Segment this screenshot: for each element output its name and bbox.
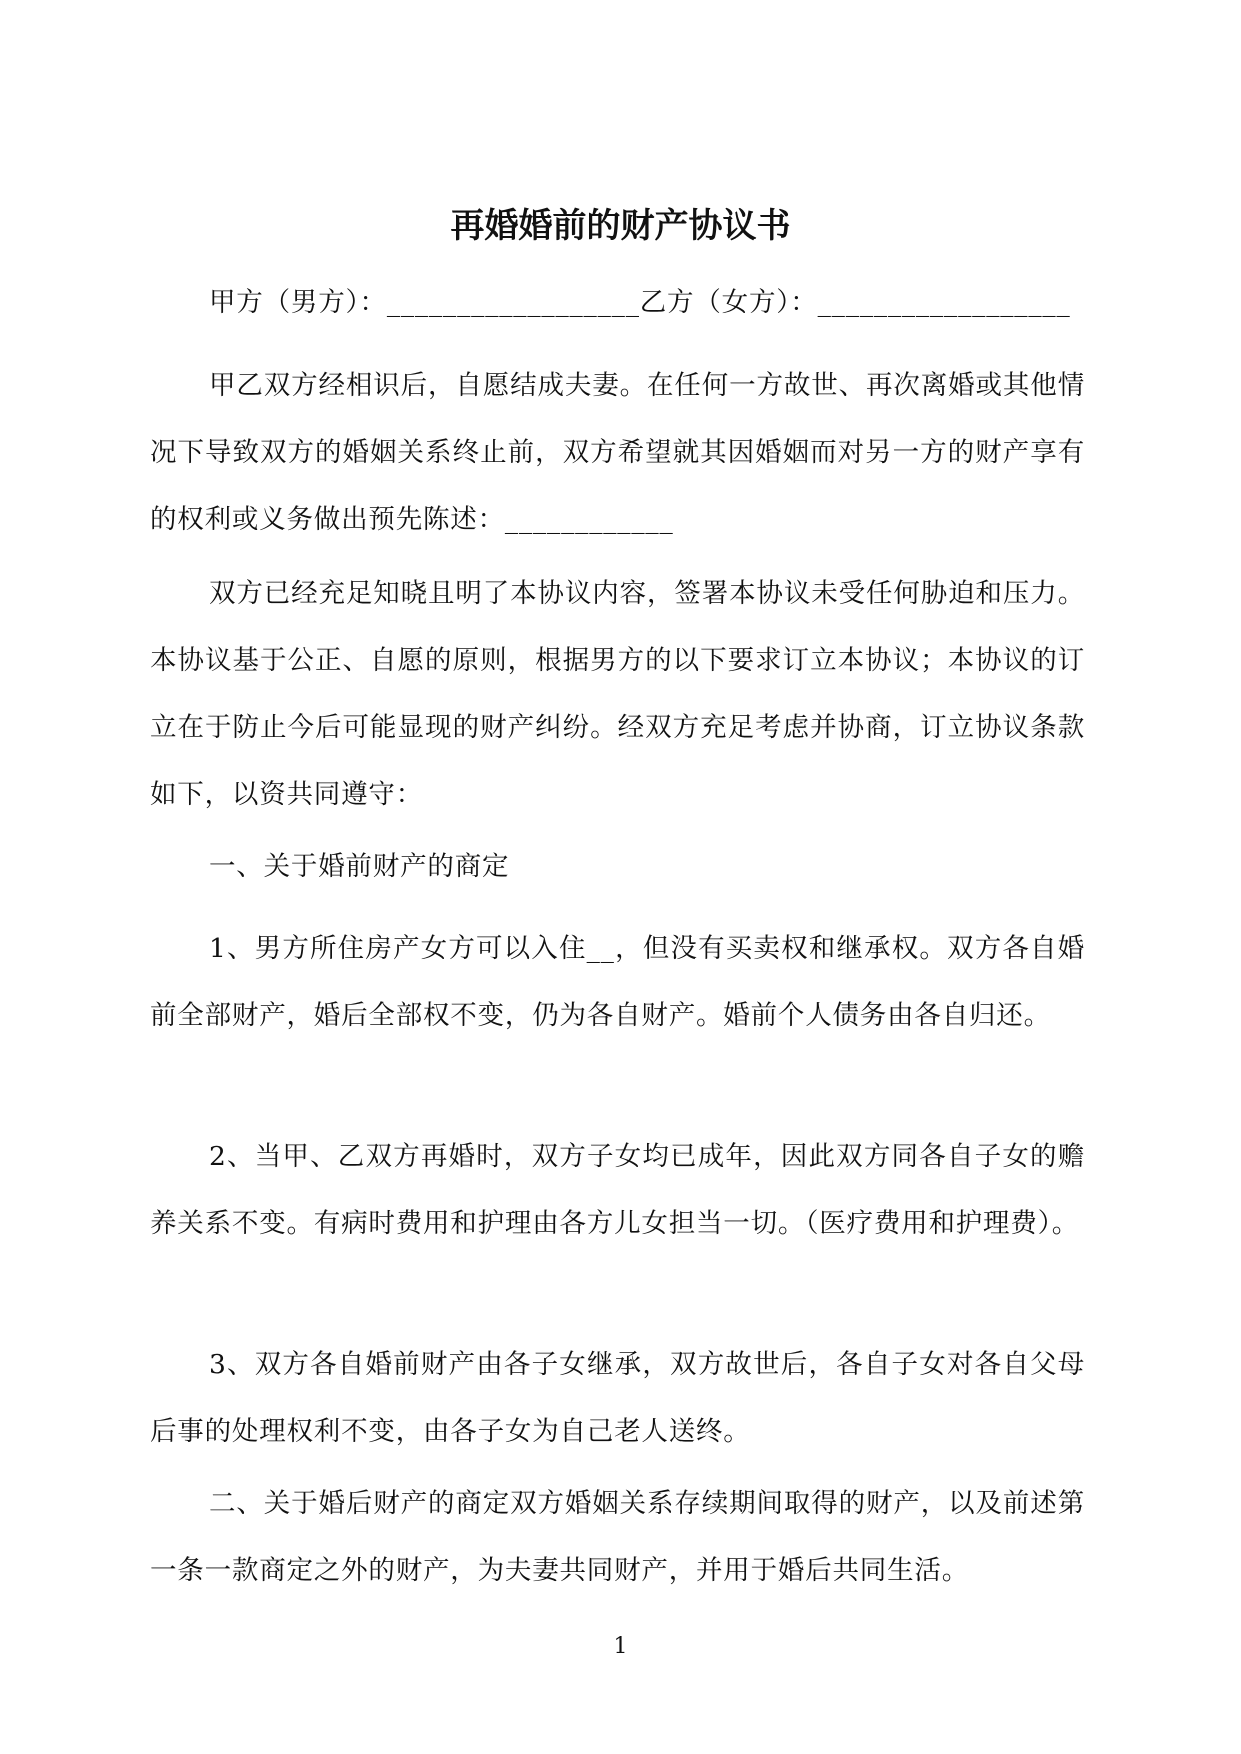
section-one-heading: 一、关于婚前财产的商定 [209,851,510,882]
clause-1-paragraph: 1、男方所住房产女方可以入住__，但没有买卖权和继承权。双方各自婚前全部财产，婚后全部权不变，仍为各自财产。婚前个人债务由各自归还。 [150,933,1085,1031]
page-number: 1 [613,1634,628,1659]
section-two-paragraph: 二、关于婚后财产的商定双方婚姻关系存续期间取得的财产，以及前述第一条一款商定之外的财产，为夫妻共同财产，并用于婚后共同生活。 [150,1488,1085,1586]
document-title: 再婚婚前的财产协议书 [450,206,791,246]
parties-line: 甲方（男方）：__________________乙方（女方）：__________________ [209,287,1071,318]
clause-2-paragraph: 2、当甲、乙双方再婚时，双方子女均已成年，因此双方同各自子女的赡养关系不变。有病时费用和护理由各方儿女担当一切。（医疗费用和护理费）。 [150,1141,1085,1239]
consent-paragraph: 双方已经充足知晓且明了本协议内容，签署本协议未受任何胁迫和压力。本协议基于公正、自愿的原则，根据男方的以下要求订立本协议；本协议的订立在于防止今后可能显现的财产纠纷。经双方充足考虑并协商，订立协议条款如下，以资共同遵守： [150,578,1085,810]
clause-3-paragraph: 3、双方各自婚前财产由各子女继承，双方故世后，各自子女对各自父母后事的处理权利不变，由各子女为自己老人送终。 [150,1349,1085,1447]
intro-paragraph: 甲乙双方经相识后，自愿结成夫妻。在任何一方故世、再次离婚或其他情况下导致双方的婚姻关系终止前，双方希望就其因婚姻而对另一方的财产享有的权利或义务做出预先陈述：____________ [150,370,1085,535]
